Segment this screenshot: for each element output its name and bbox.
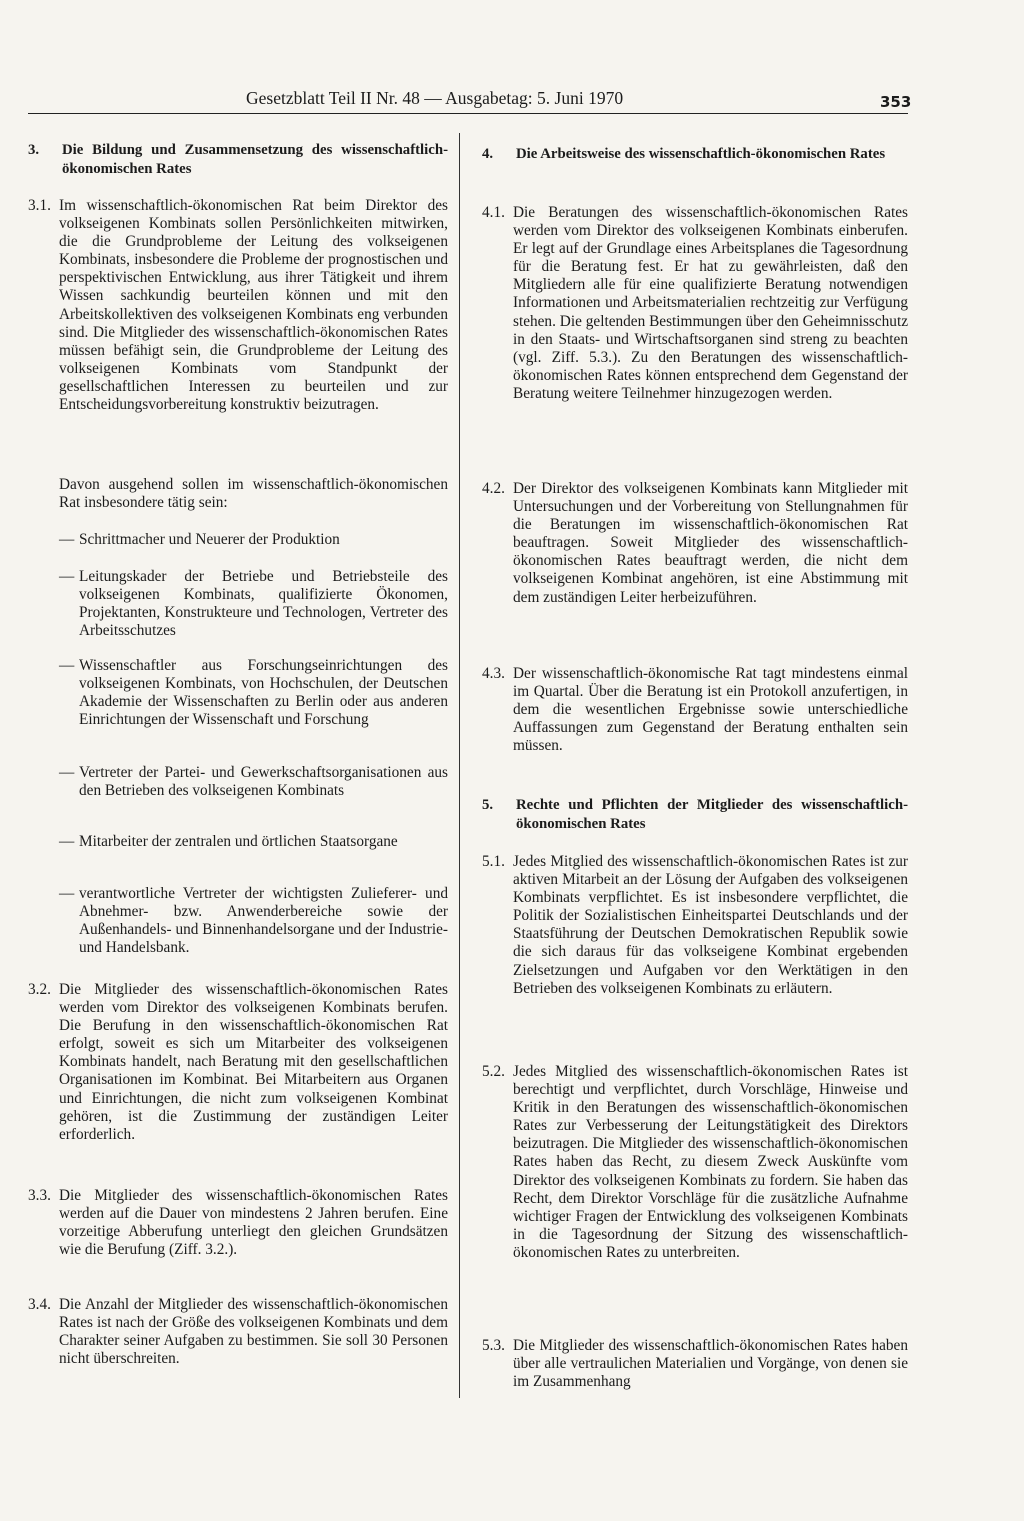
paragraph-number: 4.1. [482,204,505,221]
paragraph-5-2 [482,1063,908,1262]
paragraph-text: Die Mitglieder des wissenschaftlich-ökonomischen Rates haben über alle vertraulichen Materialien und Vorgänge, von denen sie im Zusammenhang [513,1337,908,1391]
dash-item [28,568,448,640]
paragraph-text: Die Mitglieder des wissenschaftlich-ökonomischen Rates werden vom Direktor des volkseigenen Kombinats berufen. Die Berufung in den wissenschaftlich-ökonomischen Rat erfolgt, soweit es sich um Mitarbeiter des volkseigenen Kombinats handelt, nach Beratung mit den gesellschaftlichen Organisationen im Kombinat. Bei Mitarbeitern aus Organen und Einrichtungen, die nicht zum volkseigenen Kombinat gehören, ist die Zustimmung der zuständigen Leiter erforderlich. [59,981,448,1143]
paragraph-4-3 [482,665,908,755]
paragraph-5-3 [482,1337,908,1391]
paragraph-text: Der wissenschaftlich-ökonomische Rat tagt mindestens einmal im Quartal. Über die Beratung ist ein Protokoll anzufertigen, in dem die wesentlichen Ergebnisse sowie unterschiedliche Auffassungen zum Gegenstand der Beratung enthalten sein müssen. [513,665,908,755]
section-number: 5. [482,797,494,813]
paragraph-number: 4.2. [482,480,505,497]
section-title: Die Bildung und Zusammensetzung des wissenschaftlich-ökonomischen Rates [62,142,448,177]
dash-bullet: — [59,657,75,674]
page-number: 353 [880,93,912,111]
section-4-heading [482,145,908,164]
dash-item-text: Leitungskader der Betriebe und Betriebsteile des volkseigenen Kombinats, qualifizierte Ökonomen, Projektanten, Konstrukteure und Technologen, Vertreter des Arbeitsschutzes [79,568,448,640]
column-divider [459,133,460,1398]
dash-item [28,657,448,729]
dash-item-text: Wissenschaftler aus Forschungseinrichtungen des volkseigenen Kombinats, von Hochschulen, der Deutschen Akademie der Wissenschaften zu Berlin oder aus anderen Einrichtungen der Wissenschaft und Forschung [79,657,448,729]
paragraph-number: 3.4. [28,1296,51,1313]
section-5-heading [482,796,908,834]
paragraph-3-3 [28,1187,448,1259]
paragraph-number: 3.2. [28,981,51,998]
dash-bullet: — [59,885,75,902]
paragraph-number: 3.1. [28,197,51,214]
paragraph-3-4 [28,1296,448,1368]
paragraph-3-2 [28,981,448,1144]
dash-item [28,531,448,549]
paragraph-text: Die Anzahl der Mitglieder des wissenschaftlich-ökonomischen Rates ist nach der Größe des volkseigenen Kombinats und dem Charakter seiner Aufgaben zu bestimmen. Sie soll 30 Personen nicht überschreiten. [59,1296,448,1368]
section-number: 4. [482,146,494,162]
paragraph-text: Die Beratungen des wissenschaftlich-ökonomischen Rates werden vom Direktor des volkseigenen Kombinats einberufen. Er legt auf der Grundlage eines Arbeitsplanes die Tagesordnung für die Beratung fest. Er hat zu gewährleisten, daß den Mitgliedern alle für eine qualifizierte Beratung notwendigen Informationen und Arbeitsmaterialien rechtzeitig zur Verfügung stehen. Die geltenden Bestimmungen über den Geheimnisschutz in den Staats- und Wirtschaftsorganen sind streng zu beachten (vgl. Ziff. 5.3.). Zu den Beratungen des wissenschaftlich-ökonomischen Rates können entsprechend dem Gegenstand der Beratung weitere Teilnehmer hinzugezogen werden. [513,204,908,402]
paragraph-3-1-intro [28,476,448,512]
dash-item-text: verantwortliche Vertreter der wichtigsten Zulieferer- und Abnehmer- bzw. Anwenderbereiche sowie der Außenhandels- und Binnenhandelsorgane und der Industrie- und Handelsbank. [79,885,448,957]
paragraph-4-2 [482,480,908,607]
section-title: Rechte und Pflichten der Mitglieder des wissenschaftlich-ökonomischen Rates [516,797,908,832]
paragraph-number: 5.2. [482,1063,505,1080]
paragraph-text: Der Direktor des volkseigenen Kombinats kann Mitglieder mit Untersuchungen und der Vorbereitung von Stellungnahmen für die Beratungen im wissenschaftlich-ökonomischen Rat beauftragen. Soweit Mitglieder des wissenschaftlich-ökonomischen Rates beauftragt werden, die nicht dem volkseigenen Kombinat angehören, ist eine Abstimmung mit dem zuständigen Leiter herbeizuführen. [513,480,908,606]
header-title: Gesetzblatt Teil II Nr. 48 — Ausgabetag: 5. Juni 1970 [246,88,624,108]
paragraph-number: 5.1. [482,853,505,870]
dash-bullet: — [59,833,75,850]
paragraph-number: 5.3. [482,1337,505,1354]
dash-item-text: Vertreter der Partei- und Gewerkschaftsorganisationen aus den Betrieben des volkseigenen Kombinats [79,764,448,800]
paragraph-number: 3.3. [28,1187,51,1204]
paragraph-3-1 [28,197,448,414]
paragraph-4-1 [482,204,908,403]
paragraph-text: Im wissenschaftlich-ökonomischen Rat beim Direktor des volkseigenen Kombinats sollen Persönlichkeiten mitwirken, die die Grundprobleme der Leitung des volkseigenen Kombinats, insbesondere die Probleme der prognostischen und perspektivischen Entwicklung, aus ihrer Tätigkeit und ihrem Wissen sachkundig beurteilen können und mit den Arbeitskollektiven des volkseigenen Kombinats eng verbunden sind. Die Mitglieder des wissenschaftlich-ökonomischen Rates müssen befähigt sein, die Grundprobleme der Leitung des volkseigenen Kombinats vom Standpunkt der gesellschaftlichen Interessen zu beurteilen und zur Entscheidungsvorbereitung konstruktiv beizutragen. [59,197,448,414]
dash-item-text: Mitarbeiter der zentralen und örtlichen Staatsorgane [79,833,398,850]
dash-bullet: — [59,764,75,781]
paragraph-text: Jedes Mitglied des wissenschaftlich-ökonomischen Rates ist berechtigt und verpflichtet, durch Vorschläge, Hinweise und Kritik in den Beratungen des wissenschaftlich-ökonomischen Rates zur Verbesserung der Leitungstätigkeit des Direktors beizutragen. Die Mitglieder des wissenschaftlich-ökonomischen Rates haben das Recht, zu diesem Zweck Auskünfte vom Direktor des volkseigenen Kombinats zu fordern. Sie haben das Recht, dem Direktor Vorschläge für die zusätzliche Aufnahme wichtiger Fragen der Entwicklung des volkseigenen Kombinats in die Tagesordnung der Sitzung des wissenschaftlich-ökonomischen Rates zu unterbreiten. [513,1063,908,1261]
section-number: 3. [28,142,40,158]
dash-bullet: — [59,531,75,548]
dash-item-text: Schrittmacher und Neuerer der Produktion [79,531,340,548]
dash-item [28,833,448,851]
paragraph-text: Die Mitglieder des wissenschaftlich-ökonomischen Rates werden auf die Dauer von mindestens 2 Jahren berufen. Eine vorzeitige Abberufung unterliegt den gleichen Grundsätzen wie die Berufung (Ziff. 3.2.). [59,1187,448,1259]
header-rule [28,113,908,114]
paragraph-text: Jedes Mitglied des wissenschaftlich-ökonomischen Rates ist zur aktiven Mitarbeit an der Lösung der Aufgaben des volkseigenen Kombinats verpflichtet. Es ist insbesondere verpflichtet, die Politik der Sozialistischen Einheitspartei Deutschlands und der Staatsführung der Deutschen Demokratischen Republik sowie die sich daraus für das volkseigene Kombinat ergebenden Zielsetzungen und Aufgaben vor den Werktätigen in den Betrieben des volkseigenen Kombinats zu erläutern. [513,853,908,997]
dash-bullet: — [59,568,75,585]
dash-item [28,885,448,957]
dash-item [28,764,448,800]
section-title: Die Arbeitsweise des wissenschaftlich-ökonomischen Rates [516,146,886,162]
paragraph-number: 4.3. [482,665,505,682]
intro-text: Davon ausgehend sollen im wissenschaftlich-ökonomischen Rat insbesondere tätig sein: [59,476,448,512]
paragraph-5-1 [482,853,908,998]
section-3-heading [28,141,448,179]
